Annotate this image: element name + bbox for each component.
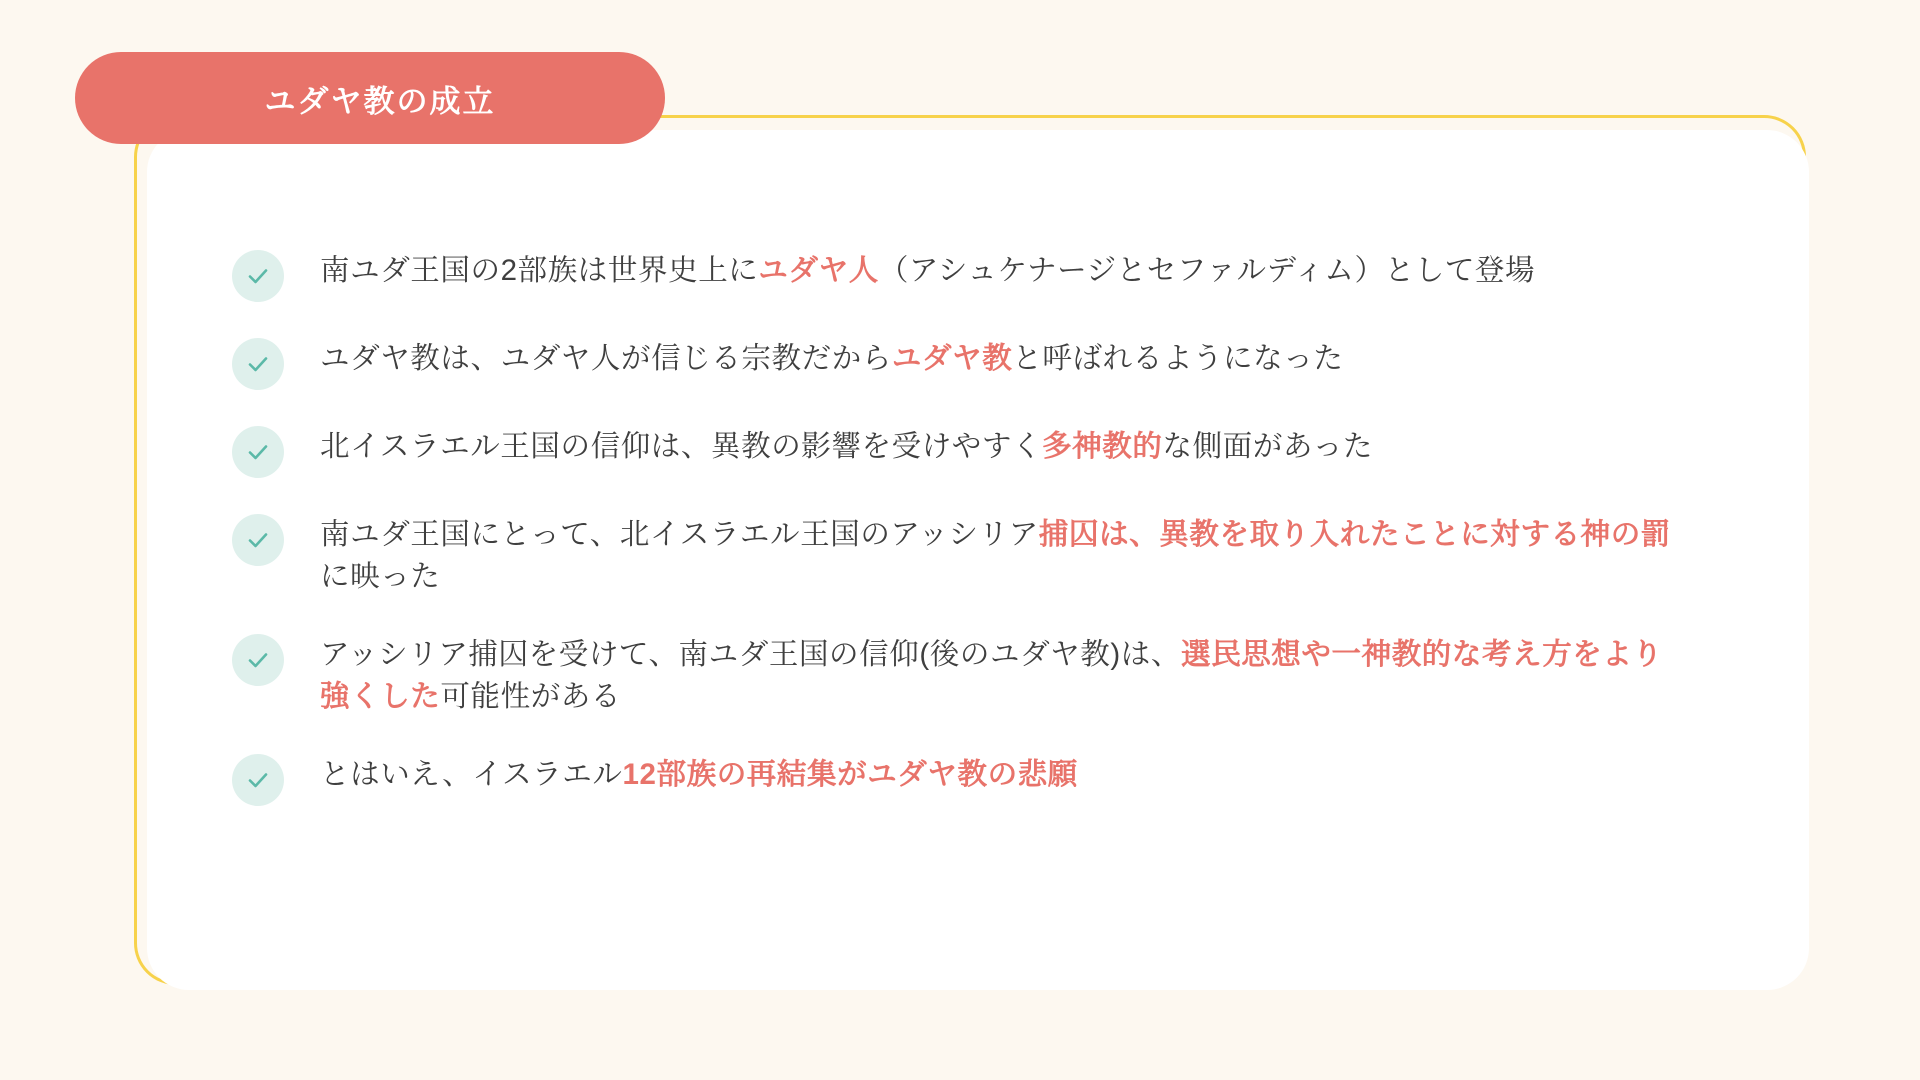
check-icon — [232, 338, 284, 390]
list-item — [232, 512, 1692, 598]
list-item — [232, 752, 1692, 806]
list-item — [232, 248, 1692, 302]
list-item — [232, 424, 1692, 478]
check-icon — [232, 250, 284, 302]
list-item-text: 南ユダ王国の2部族は世界史上にユダヤ人（アシュケナージとセファルディム）として登場 — [320, 254, 1536, 287]
list-item-text: ユダヤ教は、ユダヤ人が信じる宗教だからユダヤ教と呼ばれるようになった — [320, 342, 1344, 375]
slide-title: ユダヤ教の成立 — [264, 83, 496, 119]
check-icon — [232, 514, 284, 566]
list-item — [232, 632, 1692, 718]
list-item-text: アッシリア捕囚を受けて、南ユダ王国の信仰(後のユダヤ教)は、選民思想や一神教的な考え方をより強くした可能性がある — [320, 637, 1663, 713]
check-icon — [232, 634, 284, 686]
list-item-text: 南ユダ王国にとって、北イスラエル王国のアッシリア捕囚は、異教を取り入れたことに対する神の罰に映った — [320, 518, 1671, 593]
bullet-list — [232, 248, 1692, 806]
slide-title-pill — [75, 52, 665, 144]
list-item-text: とはいえ、イスラエル12部族の再結集がユダヤ教の悲願 — [320, 757, 1078, 791]
check-icon — [232, 754, 284, 806]
check-icon — [232, 426, 284, 478]
list-item-text: 北イスラエル王国の信仰は、異教の影響を受けやすく多神教的な側面があった — [320, 430, 1373, 463]
list-item — [232, 336, 1692, 390]
